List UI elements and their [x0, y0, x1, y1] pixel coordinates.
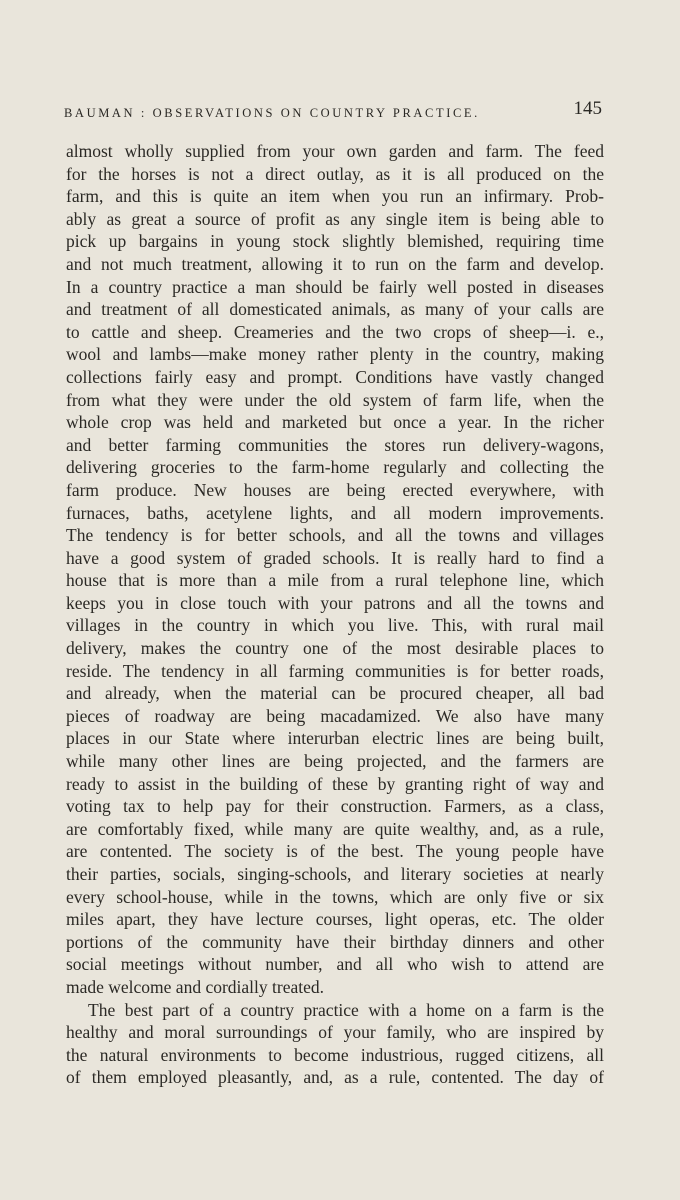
text-line: delivering groceries to the farm-home regularly and collecting the: [66, 457, 604, 478]
text-line: collections fairly easy and prompt. Conditions have vastly changed: [66, 366, 604, 387]
text-line: The best part of a country practice with a home on a farm is the: [88, 999, 604, 1020]
text-line: pieces of roadway are being macadamized. We also have many: [66, 705, 604, 726]
text-line: for the horses is not a direct outlay, as it is all produced on the: [66, 163, 604, 184]
text-line: every school-house, while in the towns, which are only five or six: [66, 886, 604, 907]
text-line: and treatment of all domesticated animals, as many of your calls are: [66, 299, 604, 320]
text-line: social meetings without number, and all who wish to attend are: [66, 954, 604, 975]
text-line: portions of the community have their birthday dinners and other: [66, 931, 604, 952]
text-line: ably as great a source of profit as any single item is being able to: [66, 208, 604, 229]
text-line: farm produce. New houses are being erected everywhere, with: [66, 479, 604, 500]
text-line: The tendency is for better schools, and all the towns and villages: [66, 525, 604, 546]
text-line: delivery, makes the country one of the most desirable places to: [66, 638, 604, 659]
body-text: [66, 140, 604, 1089]
text-line: the natural environments to become industrious, rugged citizens, all: [66, 1044, 604, 1065]
text-line: their parties, socials, singing-schools, and literary societies at nearly: [66, 864, 604, 884]
text-line: are contented. The society is of the best. The young people have: [66, 841, 604, 862]
page-header: [64, 98, 604, 124]
text-line: and already, when the material can be procured cheaper, all bad: [66, 683, 604, 704]
text-line: villages in the country in which you live. This, with rural mail: [66, 615, 604, 636]
text-line: reside. The tendency in all farming communities is for better roads,: [66, 660, 604, 681]
text-line: keeps you in close touch with your patrons and all the towns and: [66, 592, 604, 613]
text-line: furnaces, baths, acetylene lights, and all modern improvements.: [66, 502, 604, 523]
text-line: voting tax to help pay for their construction. Farmers, as a class,: [66, 796, 604, 817]
text-line: have a good system of graded schools. It is really hard to find a: [66, 547, 604, 568]
text-line: to cattle and sheep. Creameries and the two crops of sheep—i. e.,: [66, 321, 604, 342]
text-line: wool and lambs—make money rather plenty in the country, making: [66, 344, 604, 365]
running-head: BAUMAN : OBSERVATIONS ON COUNTRY PRACTICE.: [64, 106, 480, 120]
text-line: ready to assist in the building of these by granting right of way and: [66, 773, 604, 794]
text-line: are comfortably fixed, while many are quite wealthy, and, as a rule,: [66, 818, 604, 839]
text-line: made welcome and cordially treated.: [66, 976, 325, 997]
text-line: from what they were under the old system of farm life, when the: [66, 389, 604, 410]
text-line: places in our State where interurban electric lines are being built,: [66, 728, 604, 749]
text-line: healthy and moral surroundings of your family, who are inspired by: [66, 1022, 604, 1043]
text-line: farm, and this is quite an item when you run an infirmary. Prob-: [66, 186, 604, 207]
text-line: pick up bargains in young stock slightly blemished, requiring time: [66, 231, 604, 252]
text-line: of them employed pleasantly, and, as a rule, contented. The day of: [66, 1067, 604, 1088]
page-number: 145: [573, 98, 602, 119]
text-line: In a country practice a man should be fairly well posted in diseases: [66, 276, 604, 297]
text-line: while many other lines are being projected, and the farmers are: [66, 751, 604, 772]
text-line: almost wholly supplied from your own garden and farm. The feed: [66, 141, 604, 161]
text-line: and better farming communities the stores run delivery-wagons,: [66, 434, 604, 455]
text-line: miles apart, they have lecture courses, light operas, etc. The older: [66, 909, 604, 930]
text-line: and not much treatment, allowing it to run on the farm and develop.: [66, 253, 604, 274]
text-line: house that is more than a mile from a rural telephone line, which: [66, 570, 604, 591]
text-line: whole crop was held and marketed but once a year. In the richer: [66, 412, 604, 433]
